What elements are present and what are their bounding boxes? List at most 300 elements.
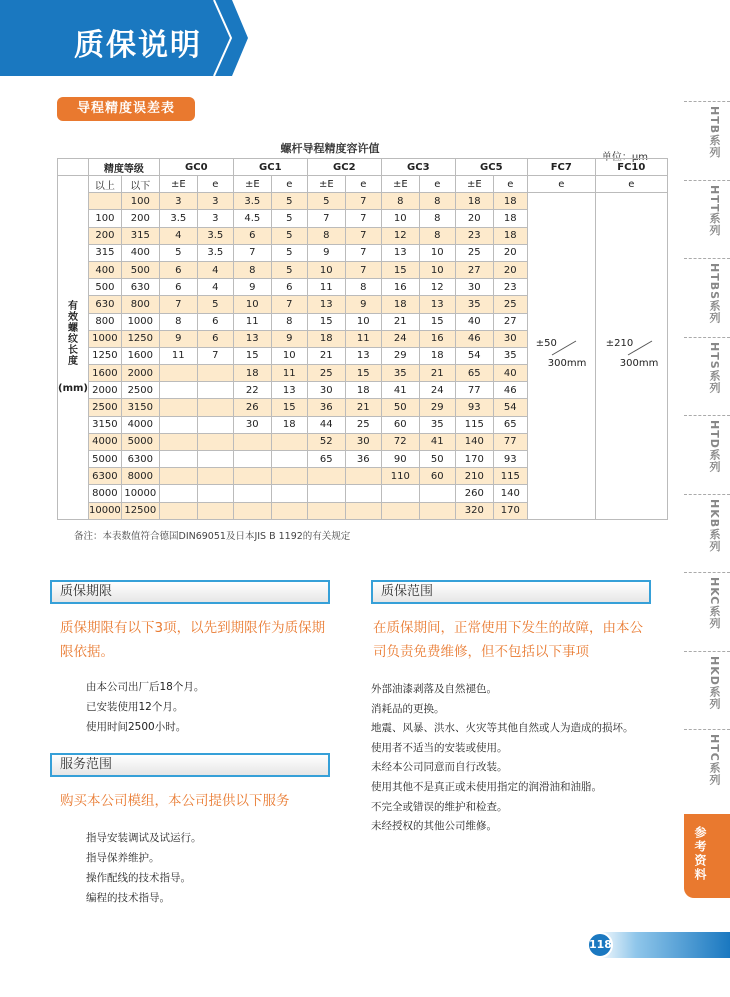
table-cell: 800 xyxy=(88,313,121,330)
table-cell: 93 xyxy=(493,451,527,468)
table-cell: 2000 xyxy=(121,365,159,382)
table-cell: 400 xyxy=(88,261,121,278)
table-cell: 25 xyxy=(455,244,493,261)
table-cell: 260 xyxy=(455,485,493,502)
class-header: GC2 xyxy=(307,159,381,176)
warranty-scope-item: 消耗品的更换。 xyxy=(371,702,445,715)
table-cell: 10 xyxy=(419,261,455,278)
table-cell: 18 xyxy=(345,382,381,399)
table-cell: 25 xyxy=(345,416,381,433)
table-row xyxy=(58,193,668,210)
table-cell: 500 xyxy=(88,279,121,296)
table-cell: 13 xyxy=(419,296,455,313)
header-chevron xyxy=(200,0,248,76)
table-cell: 27 xyxy=(455,261,493,278)
table-cell: 2500 xyxy=(121,382,159,399)
table-cell: 6300 xyxy=(88,468,121,485)
table-cell xyxy=(197,365,233,382)
service-scope-lead: 购买本公司模组，本公司提供以下服务 xyxy=(60,793,290,809)
page-number: 118 xyxy=(587,932,613,958)
sub-header: e xyxy=(197,176,233,193)
table-cell: 800 xyxy=(121,296,159,313)
table-cell: 8 xyxy=(233,261,271,278)
table-cell xyxy=(345,502,381,519)
table-cell: 110 xyxy=(381,468,419,485)
table-cell: 44 xyxy=(307,416,345,433)
table-cell xyxy=(159,416,197,433)
table-cell: 36 xyxy=(307,399,345,416)
section-tag: 导程精度误差表 xyxy=(57,97,195,121)
table-cell: 8 xyxy=(381,193,419,210)
table-cell: 65 xyxy=(493,416,527,433)
table-cell: 12 xyxy=(381,227,419,244)
table-cell: 60 xyxy=(381,416,419,433)
table-cell: 15 xyxy=(271,399,307,416)
table-cell: 4 xyxy=(197,261,233,278)
table-cell: 18 xyxy=(493,193,527,210)
table-cell: 8 xyxy=(307,227,345,244)
table-cell: 18 xyxy=(419,347,455,364)
table-cell: 11 xyxy=(345,330,381,347)
table-cell: 41 xyxy=(419,433,455,450)
table-cell: 1600 xyxy=(121,347,159,364)
table-cell: 15 xyxy=(381,261,419,278)
table-cell: 8000 xyxy=(121,468,159,485)
table-cell xyxy=(381,485,419,502)
table-cell: 18 xyxy=(493,210,527,227)
table-cell: 20 xyxy=(455,210,493,227)
table-cell: 12 xyxy=(419,279,455,296)
sub-header: ±E xyxy=(159,176,197,193)
warranty-scope-item: 地震、风暴、洪水、火灾等其他自然或人为造成的损坏。 xyxy=(371,722,634,735)
warranty-period-item: 已安装使用12个月。 xyxy=(86,701,184,713)
table-cell: 2000 xyxy=(88,382,121,399)
class-header: GC1 xyxy=(233,159,307,176)
table-cell xyxy=(159,485,197,502)
table-title: 螺杆导程精度容许值 xyxy=(280,142,380,155)
side-divider xyxy=(684,651,730,652)
class-header: FC10 xyxy=(595,159,667,176)
table-cell: 12500 xyxy=(121,502,159,519)
table-cell: 10000 xyxy=(88,502,121,519)
sub-header: e xyxy=(493,176,527,193)
table-cell xyxy=(271,468,307,485)
table-cell: 13 xyxy=(307,296,345,313)
table-cell: 18 xyxy=(493,227,527,244)
table-cell: 11 xyxy=(271,365,307,382)
fc10-cell xyxy=(595,193,667,520)
side-divider xyxy=(684,415,730,416)
table-cell: 3 xyxy=(197,210,233,227)
table-cell: 18 xyxy=(381,296,419,313)
table-cell: 6 xyxy=(159,261,197,278)
warranty-scope-item: 外部油漆剥落及自然褪色。 xyxy=(371,683,497,695)
table-cell: 5 xyxy=(271,244,307,261)
table-cell xyxy=(159,382,197,399)
table-cell: 30 xyxy=(307,382,345,399)
table-cell: 4.5 xyxy=(233,210,271,227)
table-cell: 7 xyxy=(345,227,381,244)
table-cell: 21 xyxy=(307,347,345,364)
table-cell: 7 xyxy=(345,210,381,227)
page-title: 质保说明 xyxy=(74,28,202,63)
side-tab[interactable]: HTT系列 xyxy=(708,184,721,236)
fc7-top: ±50 xyxy=(535,338,557,350)
table-cell: 35 xyxy=(493,347,527,364)
table-cell xyxy=(345,468,381,485)
table-cell: 54 xyxy=(493,399,527,416)
table-cell: 10 xyxy=(271,347,307,364)
side-tab[interactable]: HTC系列 xyxy=(708,734,721,786)
table-cell: 5 xyxy=(271,193,307,210)
table-cell xyxy=(271,433,307,450)
service-scope-item: 编程的技术指导。 xyxy=(86,892,170,904)
table-cell: 18 xyxy=(271,416,307,433)
table-cell: 9 xyxy=(307,244,345,261)
table-cell: 5 xyxy=(307,193,345,210)
warranty-period-title: 质保期限 xyxy=(50,580,330,604)
class-header: GC3 xyxy=(381,159,455,176)
table-cell xyxy=(307,485,345,502)
table-cell: 23 xyxy=(493,279,527,296)
table-cell: 5 xyxy=(159,244,197,261)
table-cell xyxy=(159,433,197,450)
table-cell: 30 xyxy=(233,416,271,433)
sub-header: 以上 xyxy=(88,176,121,193)
table-cell: 7 xyxy=(159,296,197,313)
table-cell: 1000 xyxy=(121,313,159,330)
table-cell: 20 xyxy=(493,244,527,261)
table-cell xyxy=(419,485,455,502)
warranty-scope-item: 不完全或错误的维护和检查。 xyxy=(371,800,508,813)
sub-header: e xyxy=(595,176,667,193)
table-cell: 30 xyxy=(455,279,493,296)
side-label-text: 有 效 螺 纹 长 度 xyxy=(67,300,78,367)
table-cell xyxy=(233,502,271,519)
table-cell xyxy=(233,485,271,502)
corner-cell xyxy=(58,159,89,176)
table-cell: 3150 xyxy=(88,416,121,433)
table-cell xyxy=(159,502,197,519)
side-tab-active-label: 参考资料 xyxy=(693,826,707,882)
table-cell: 5 xyxy=(271,227,307,244)
table-cell: 16 xyxy=(381,279,419,296)
table-cell: 24 xyxy=(419,382,455,399)
table-cell: 77 xyxy=(455,382,493,399)
table-cell: 40 xyxy=(493,365,527,382)
table-cell: 5 xyxy=(271,261,307,278)
table-note: 备注：本表数值符合德国DIN69051及日本JIS B 1192的有关规定 xyxy=(74,531,351,542)
warranty-scope-lead: 在质保期间，正常使用下发生的故障，由本公司负责免费维修，但不包括以下事项 xyxy=(373,620,643,660)
table-cell: 315 xyxy=(121,227,159,244)
table-cell: 50 xyxy=(419,451,455,468)
table-cell: 3.5 xyxy=(197,244,233,261)
table-cell: 40 xyxy=(455,313,493,330)
table-cell xyxy=(159,468,197,485)
table-cell: 8 xyxy=(271,313,307,330)
table-cell xyxy=(271,485,307,502)
table-cell: 15 xyxy=(233,347,271,364)
table-cell: 18 xyxy=(233,365,271,382)
warranty-period-item: 由本公司出厂后18个月。 xyxy=(86,681,205,693)
table-cell: 18 xyxy=(455,193,493,210)
table-cell: 1000 xyxy=(88,330,121,347)
table-cell xyxy=(197,399,233,416)
sub-header: ±E xyxy=(381,176,419,193)
warranty-scope-item: 未经授权的其他公司维修。 xyxy=(371,820,497,833)
table-cell: 22 xyxy=(233,382,271,399)
fc10-slash xyxy=(626,339,654,357)
footer-bar xyxy=(596,932,730,958)
service-scope-item: 指导安装调试及试运行。 xyxy=(86,832,202,844)
header-bar xyxy=(0,0,730,76)
side-tab[interactable]: HTD系列 xyxy=(708,420,721,473)
table-cell: 13 xyxy=(345,347,381,364)
table-cell: 5000 xyxy=(121,433,159,450)
table-cell: 26 xyxy=(233,399,271,416)
table-cell: 54 xyxy=(455,347,493,364)
table-cell: 10 xyxy=(345,313,381,330)
table-cell: 4 xyxy=(197,279,233,296)
table-cell: 18 xyxy=(307,330,345,347)
table-cell: 6 xyxy=(197,313,233,330)
table-cell: 25 xyxy=(493,296,527,313)
side-unit: (mm) xyxy=(58,382,88,394)
warranty-scope-item: 使用其他不是真正或未使用指定的润滑油和油脂。 xyxy=(371,781,602,793)
warranty-scope-title: 质保范围 xyxy=(371,580,651,604)
table-cell: 4000 xyxy=(121,416,159,433)
table-cell: 4000 xyxy=(88,433,121,450)
table-cell xyxy=(197,468,233,485)
table-cell: 15 xyxy=(307,313,345,330)
table-cell: 65 xyxy=(307,451,345,468)
table-cell: 6 xyxy=(233,227,271,244)
table-cell: 7 xyxy=(345,193,381,210)
table-cell: 3 xyxy=(159,193,197,210)
table-cell: 27 xyxy=(493,313,527,330)
table-cell: 6 xyxy=(159,279,197,296)
precision-table xyxy=(57,158,668,520)
table-cell: 5 xyxy=(197,296,233,313)
table-cell: 8 xyxy=(345,279,381,296)
grade-label: 精度等级 xyxy=(88,159,159,176)
class-header: FC7 xyxy=(527,159,595,176)
table-cell: 3.5 xyxy=(159,210,197,227)
table-cell xyxy=(345,485,381,502)
side-divider xyxy=(684,258,730,259)
fc10-top: ±210 xyxy=(605,338,634,350)
table-cell: 46 xyxy=(493,382,527,399)
table-cell xyxy=(159,365,197,382)
table-cell: 8 xyxy=(419,210,455,227)
table-cell: 35 xyxy=(419,416,455,433)
table-cell: 3 xyxy=(197,193,233,210)
table-cell xyxy=(159,451,197,468)
table-cell: 3.5 xyxy=(197,227,233,244)
table-cell: 210 xyxy=(455,468,493,485)
fc7-bottom: 300mm xyxy=(547,358,587,370)
table-cell: 200 xyxy=(88,227,121,244)
table-cell: 35 xyxy=(381,365,419,382)
table-cell: 13 xyxy=(381,244,419,261)
side-divider xyxy=(684,572,730,573)
service-scope-item: 操作配线的技术指导。 xyxy=(86,872,191,884)
table-cell: 15 xyxy=(345,365,381,382)
table-cell: 4 xyxy=(159,227,197,244)
table-cell: 1600 xyxy=(88,365,121,382)
table-cell: 25 xyxy=(307,365,345,382)
side-divider xyxy=(684,494,730,495)
table-cell: 10 xyxy=(307,261,345,278)
service-scope-item: 指导保养维护。 xyxy=(86,852,160,864)
sub-header: ±E xyxy=(233,176,271,193)
table-cell: 23 xyxy=(455,227,493,244)
table-cell: 21 xyxy=(381,313,419,330)
table-cell xyxy=(271,502,307,519)
table-cell: 29 xyxy=(381,347,419,364)
table-cell: 7 xyxy=(197,347,233,364)
table-cell: 315 xyxy=(88,244,121,261)
side-tab[interactable]: HKC系列 xyxy=(708,577,721,630)
table-cell: 11 xyxy=(159,347,197,364)
length-side-label xyxy=(58,176,89,520)
table-cell: 5000 xyxy=(88,451,121,468)
table-cell xyxy=(197,382,233,399)
table-cell xyxy=(233,468,271,485)
table-cell: 10 xyxy=(233,296,271,313)
table-cell: 21 xyxy=(419,365,455,382)
table-cell xyxy=(233,433,271,450)
sub-header: ±E xyxy=(455,176,493,193)
table-cell: 90 xyxy=(381,451,419,468)
table-cell: 100 xyxy=(121,193,159,210)
warranty-period-lead: 质保期限有以下3项，以先到期限作为质保期限依据。 xyxy=(60,620,326,660)
side-divider xyxy=(684,729,730,730)
table-cell: 200 xyxy=(121,210,159,227)
side-tab[interactable]: HTS系列 xyxy=(708,341,721,394)
fc10-bottom: 300mm xyxy=(619,358,659,370)
class-header: GC5 xyxy=(455,159,527,176)
table-cell xyxy=(197,433,233,450)
table-cell: 7 xyxy=(271,296,307,313)
table-unit: 单位：μm xyxy=(601,152,648,163)
table-cell xyxy=(419,502,455,519)
sub-header: e xyxy=(271,176,307,193)
table-cell: 100 xyxy=(88,210,121,227)
table-cell: 3150 xyxy=(121,399,159,416)
table-cell: 52 xyxy=(307,433,345,450)
table-cell: 9 xyxy=(159,330,197,347)
fc7-slash xyxy=(550,339,578,357)
table-cell xyxy=(88,193,121,210)
warranty-scope-item: 使用者不适当的安装或使用。 xyxy=(371,741,508,754)
side-divider xyxy=(684,180,730,181)
table-cell: 115 xyxy=(455,416,493,433)
table-cell xyxy=(271,451,307,468)
side-tab[interactable]: HKB系列 xyxy=(708,498,721,552)
side-divider xyxy=(684,101,730,102)
table-cell: 6300 xyxy=(121,451,159,468)
table-cell xyxy=(307,502,345,519)
sub-header: e xyxy=(345,176,381,193)
table-cell: 93 xyxy=(455,399,493,416)
table-cell: 16 xyxy=(419,330,455,347)
table-cell xyxy=(197,451,233,468)
table-cell: 1250 xyxy=(121,330,159,347)
sub-header: e xyxy=(527,176,595,193)
header-white-area xyxy=(232,0,730,76)
table-cell xyxy=(233,451,271,468)
table-cell: 7 xyxy=(233,244,271,261)
table-cell: 320 xyxy=(455,502,493,519)
table-cell: 2500 xyxy=(88,399,121,416)
table-cell xyxy=(197,416,233,433)
table-cell: 6 xyxy=(197,330,233,347)
table-cell xyxy=(307,468,345,485)
sub-header: ±E xyxy=(307,176,345,193)
table-cell: 20 xyxy=(493,261,527,278)
table-cell: 7 xyxy=(345,261,381,278)
side-tab[interactable]: HTBS系列 xyxy=(708,263,721,325)
table-cell xyxy=(197,502,233,519)
table-cell: 77 xyxy=(493,433,527,450)
table-cell: 50 xyxy=(381,399,419,416)
side-tab[interactable]: HTB系列 xyxy=(708,106,721,159)
table-cell xyxy=(197,485,233,502)
table-cell: 11 xyxy=(307,279,345,296)
table-cell: 7 xyxy=(307,210,345,227)
table-cell: 24 xyxy=(381,330,419,347)
table-cell: 630 xyxy=(121,279,159,296)
table-cell: 170 xyxy=(493,502,527,519)
table-cell: 13 xyxy=(271,382,307,399)
sub-header: 以下 xyxy=(121,176,159,193)
table-cell: 30 xyxy=(345,433,381,450)
table-cell: 29 xyxy=(419,399,455,416)
table-cell: 30 xyxy=(493,330,527,347)
service-scope-title: 服务范围 xyxy=(50,753,330,777)
table-cell: 140 xyxy=(493,485,527,502)
table-cell: 9 xyxy=(345,296,381,313)
table-cell: 7 xyxy=(345,244,381,261)
table-cell: 10 xyxy=(419,244,455,261)
table-cell: 11 xyxy=(233,313,271,330)
table-cell: 13 xyxy=(233,330,271,347)
table-cell: 500 xyxy=(121,261,159,278)
table-cell: 65 xyxy=(455,365,493,382)
table-cell: 10 xyxy=(381,210,419,227)
table-cell: 8000 xyxy=(88,485,121,502)
table-cell: 115 xyxy=(493,468,527,485)
table-cell: 36 xyxy=(345,451,381,468)
table-cell: 8 xyxy=(159,313,197,330)
table-cell: 35 xyxy=(455,296,493,313)
side-divider xyxy=(684,337,730,338)
table-cell: 170 xyxy=(455,451,493,468)
table-cell: 3.5 xyxy=(233,193,271,210)
table-cell: 1250 xyxy=(88,347,121,364)
table-cell: 9 xyxy=(271,330,307,347)
table-cell: 10000 xyxy=(121,485,159,502)
table-cell xyxy=(159,399,197,416)
warranty-scope-item: 未经本公司同意而自行改装。 xyxy=(371,761,508,774)
side-tab[interactable]: HKD系列 xyxy=(708,655,721,710)
table-cell: 630 xyxy=(88,296,121,313)
table-cell: 46 xyxy=(455,330,493,347)
table-cell: 8 xyxy=(419,227,455,244)
table-cell: 21 xyxy=(345,399,381,416)
table-cell: 72 xyxy=(381,433,419,450)
